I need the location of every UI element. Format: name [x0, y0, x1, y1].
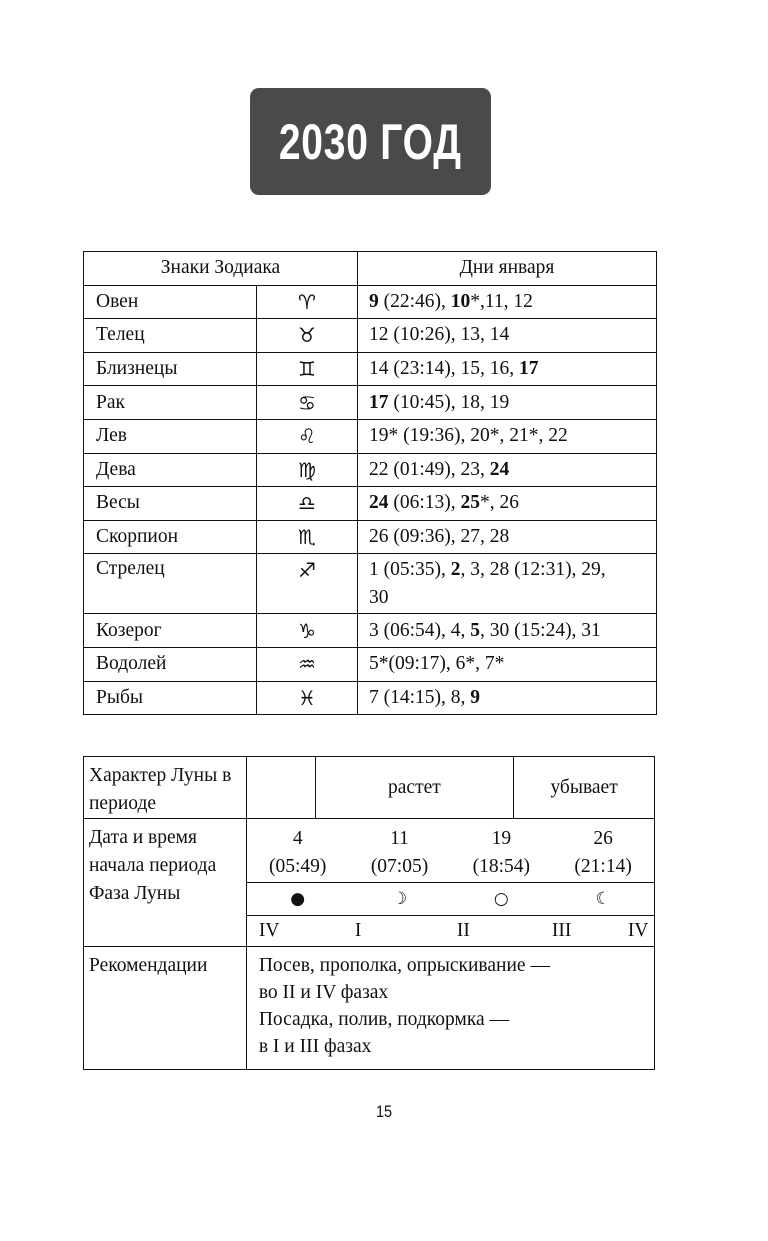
zodiac-row [84, 419, 657, 453]
day-text: 14 (23:14), 15, 16, [369, 358, 520, 380]
growing-label: растет [315, 757, 514, 819]
moon-phase-icon: ☽ [391, 889, 408, 909]
sign-days [358, 614, 657, 648]
sign-name: Рыбы [84, 681, 257, 715]
period-time: (05:49) [269, 856, 327, 877]
sign-symbol-icon: ♎︎ [257, 487, 358, 521]
sign-days [358, 386, 657, 420]
phase-number: I [354, 920, 362, 941]
dates-label-cell [84, 819, 247, 947]
sign-symbol-icon: ♑︎ [257, 614, 358, 648]
sign-symbol-icon: ♍︎ [257, 453, 358, 487]
sign-name: Овен [84, 285, 257, 319]
sign-symbol-icon: ♊︎ [257, 352, 358, 386]
day-bold: 2 [450, 559, 461, 581]
phase-icons [247, 882, 654, 916]
sign-days [358, 554, 657, 614]
sign-days [358, 520, 657, 554]
recommendation-line: Посев, прополка, опрыскивание — [258, 955, 550, 976]
day-text: 26 (09:36), 27, 28 [369, 526, 510, 548]
waning-label: убывает [514, 757, 655, 819]
day-bold: 5 [470, 619, 481, 641]
zodiac-row [84, 681, 657, 715]
day-text: (22:46), [378, 290, 451, 312]
sign-symbol-icon: ♈︎ [257, 285, 358, 319]
day-text: 22 (01:49), 23, [369, 458, 490, 480]
phase-number: IV [627, 920, 649, 941]
moon-phase-icon: ○ [493, 889, 509, 909]
zodiac-days-table [83, 251, 657, 715]
day-text: 1 (05:35), [369, 559, 451, 581]
sign-name: Водолей [84, 647, 257, 681]
day-bold: 9 [470, 686, 481, 708]
moon-phase-icon: ☾ [595, 889, 611, 909]
zodiac-row [84, 386, 657, 420]
zodiac-row [84, 319, 657, 353]
header-days: Дни января [358, 252, 657, 286]
sign-symbol-icon: ♋︎ [257, 386, 358, 420]
day-bold: 10 [450, 290, 471, 312]
date-label: Дата и время начала периода [89, 827, 217, 876]
day-text: *,11, 12 [470, 290, 533, 312]
period-time: (21:14) [574, 856, 632, 877]
phase-number: III [551, 920, 572, 941]
sign-days [358, 487, 657, 521]
sign-name: Телец [84, 319, 257, 353]
zodiac-row [84, 352, 657, 386]
period-date [247, 825, 349, 882]
day-bold: 17 [369, 391, 389, 413]
day-text: 12 (10:26), 13, 14 [369, 324, 510, 346]
sign-name: Лев [84, 419, 257, 453]
phase-numbers [247, 916, 654, 946]
period-date [552, 825, 654, 882]
moon-phases-cell [246, 819, 654, 947]
day-bold: 24 [489, 458, 510, 480]
sign-name: Дева [84, 453, 257, 487]
day-text: (06:13), [388, 492, 461, 514]
recommendations-row [84, 947, 655, 1070]
day-text: 19* (19:36), 20*, 21*, 22 [369, 425, 568, 447]
period-day: 4 [292, 828, 303, 849]
sign-days [358, 352, 657, 386]
zodiac-table-header [84, 252, 657, 286]
phase-number: IV [258, 920, 280, 941]
period-day: 11 [390, 828, 409, 849]
period-time: (07:05) [370, 856, 429, 877]
day-text: 7 (14:15), 8, [369, 686, 471, 708]
recommendations-label: Рекомендации [84, 947, 247, 1070]
header-signs: Знаки Зодиака [84, 252, 358, 286]
sign-symbol-icon: ♐︎ [257, 554, 358, 614]
sign-name: Рак [84, 386, 257, 420]
sign-symbol-icon: ♉︎ [257, 319, 358, 353]
sign-symbol-icon: ♏︎ [257, 520, 358, 554]
sign-symbol-icon: ♒︎ [257, 647, 358, 681]
sign-name: Близнецы [84, 352, 257, 386]
period-date [349, 825, 451, 882]
moon-character-label: Характер Луны в периоде [84, 757, 247, 819]
day-text: , 30 (15:24), 31 [480, 619, 601, 641]
moon-phase-icon: ● [290, 889, 306, 909]
period-time: (18:54) [472, 856, 531, 877]
period-date [450, 825, 552, 882]
day-text: (10:45), 18, 19 [388, 391, 510, 413]
sign-days [358, 681, 657, 715]
page-title: 2030 ГОД [278, 113, 463, 170]
sign-name: Стрелец [84, 554, 257, 614]
sign-days [358, 285, 657, 319]
period-day: 19 [491, 828, 512, 849]
moon-dates-row [84, 819, 655, 947]
day-bold: 9 [369, 290, 379, 312]
page-number: 15 [375, 1102, 393, 1121]
period-dates [247, 819, 654, 882]
day-bold: 25 [460, 492, 481, 514]
moon-character-row [84, 757, 655, 819]
zodiac-row [84, 520, 657, 554]
sign-symbol-icon: ♓︎ [257, 681, 358, 715]
sign-name: Скорпион [84, 520, 257, 554]
recommendations-text [246, 947, 654, 1070]
phase-label: Фаза Луны [89, 883, 181, 904]
sign-days [358, 647, 657, 681]
day-bold: 24 [369, 492, 389, 514]
recommendation-line: Посадка, полив, подкормка — [258, 1009, 510, 1030]
period-day: 26 [593, 828, 613, 849]
sign-name: Весы [84, 487, 257, 521]
empty-cell [246, 757, 315, 819]
zodiac-row [84, 453, 657, 487]
zodiac-row [84, 647, 657, 681]
moon-phase-table [83, 756, 655, 1070]
sign-name: Козерог [84, 614, 257, 648]
sign-days [358, 419, 657, 453]
phase-number: II [456, 920, 470, 941]
day-text: , 3, 28 (12:31), 29, 30 [369, 559, 611, 609]
zodiac-row [84, 614, 657, 648]
sign-symbol-icon: ♌︎ [257, 419, 358, 453]
zodiac-row [84, 487, 657, 521]
title-banner [250, 88, 491, 195]
zodiac-row [84, 285, 657, 319]
day-bold: 17 [519, 358, 539, 380]
day-text: 3 (06:54), 4, [369, 619, 471, 641]
sign-days [358, 453, 657, 487]
day-text: *, 26 [480, 492, 520, 514]
day-text: 5*(09:17), 6*, 7* [369, 653, 505, 675]
zodiac-row [84, 554, 657, 614]
recommendation-line: во II и IV фазах [258, 982, 389, 1003]
recommendation-line: в I и III фазах [258, 1036, 372, 1057]
sign-days [358, 319, 657, 353]
